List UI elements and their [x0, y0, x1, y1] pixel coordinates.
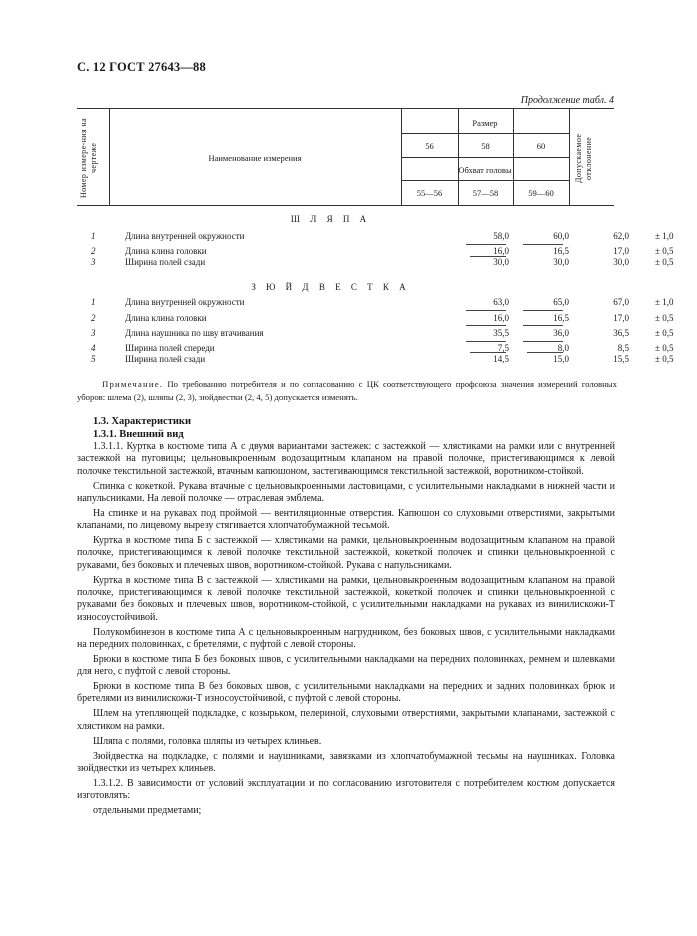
- size-60: 60: [536, 141, 546, 151]
- section-heading-appearance: 1.3.1. Внешний вид: [93, 429, 184, 440]
- section-title-hat: Ш Л Я П А: [290, 214, 371, 224]
- page-header: С. 12 ГОСТ 27643—88: [77, 60, 206, 74]
- paragraph: Зюйдвестка на подкладке, с полями и наушниками, завязками из хлопчатобумажной тесьмы на наушниках. Головка зюйдвестки из четырех клиньев.: [77, 750, 615, 774]
- table-row: 4 Ширина полей спереди 7,5 8,0 8,5 ± 0,5: [91, 343, 674, 353]
- table-row: 1 Длина внутренней окружности 58,0 60,0 62,0 ± 1,0: [91, 231, 674, 241]
- paragraph: Брюки в костюме типа В без боковых швов, с усилительными накладками на передних и задних половинках брюк и бретелями из винилискожи-Т износоустойчивой, с пуфтой с левой стороны.: [77, 681, 615, 705]
- paragraph: Спинка с кокеткой. Рукава втачные с цельновыкроенными ластовицами, с усилительными накладками в нижней части и напульсниками. На левой полочке — отраслевая эмблема.: [77, 480, 615, 504]
- table-row: 3 Ширина полей сзади 30,0 30,0 30,0 ± 0,5: [91, 257, 674, 267]
- table-row: 1 Длина внутренней окружности 63,0 65,0 67,0 ± 1,0: [91, 297, 674, 307]
- body-text: [77, 441, 615, 820]
- note-lead: Примечание.: [102, 379, 164, 389]
- girth-57-58: 57—58: [472, 188, 499, 198]
- head-girth-header: Обхват головы: [458, 165, 512, 175]
- table-continuation-label: Продолжение табл. 4: [520, 95, 614, 106]
- size-56: 56: [425, 141, 434, 151]
- table-row: 2 Длина клина головки 16,0 16,5 17,0 ± 0,5: [91, 313, 674, 323]
- paragraph: На спинке и на рукавах под проймой — вентиляционные отверстия. Капюшон со слуховыми отверстиями, закрытыми клапанами, по лицевому вырезу стягивается хлопчатобумажной тесьмой.: [77, 507, 615, 532]
- note-body: По требованию потребителя и по согласованию с ЦК соответствующего профсоюза значения измерений головных уборов: шлема (2), шляпы (2, 3), зюйдвестки (2, 4, 5) допускается изменять.: [77, 379, 617, 402]
- girth-59-60: 59—60: [528, 188, 554, 198]
- size-header: Размер: [472, 118, 498, 128]
- table-header: [77, 108, 614, 206]
- paragraph: 1.3.1.1. Куртка в костюме типа А с двумя вариантами застежек: с застежкой — хлястиками на рамки или с внутренней застежкой на пуговицы; цельновыкроенным водозащитным клапаном на правой полочке, пристегивающимся к левой полочке текстильной застежкой, втачным капюшоном, застегивающимся текстильной застежкой, воротником-стойкой.: [77, 441, 615, 477]
- size-58: 58: [481, 141, 490, 151]
- paragraph: отдельными предметами;: [93, 805, 202, 817]
- table-row: 5 Ширина полей сзади 14,5 15,0 15,5 ± 0,5: [91, 354, 674, 364]
- section-title-souwester: З Ю Й Д В Е С Т К А: [251, 282, 410, 292]
- paragraph: Шлем на утепляющей подкладке, с козырьком, пелериной, слуховыми отверстиями, закрытыми клапанами, застежкой с хлястиком на рамки.: [77, 708, 615, 732]
- paragraph: 1.3.1.2. В зависимости от условий эксплуатации и по согласованию изготовителя с потребителем костюм допускается изготовлять:: [77, 777, 615, 802]
- paragraph: Брюки в костюме типа Б без боковых швов, с усилительными накладками на передних половинках, ремнем и шлевками для него, с пуфтой с левой стороны.: [77, 653, 615, 678]
- paragraph: Куртка в костюме типа Б с застежкой — хлястиками на рамки, цельновыкроенным водозащитным клапаном на правой полочке, пристегивающимся к левой полочке текстильной застежкой, кокеткой полочек и спинки цельновыкроенной с рукавами, без боковых и плечевых швов, воротником-стойкой. Рукава с напульсниками.: [77, 535, 615, 571]
- paragraph: Полукомбинезон в костюме типа А с цельновыкроенным нагрудником, без боковых швов, с усилительными накладками на передних половинках, с бретелями, с пуфтой с левой стороны.: [77, 626, 615, 650]
- section-heading-characteristics: 1.3. Характеристики: [93, 416, 192, 427]
- table-note: [77, 378, 617, 403]
- col-tolerance-header: Допускаемое отклонение: [574, 133, 593, 183]
- paragraph: Шляпа с полями, головка шляпы из четырех клиньев.: [93, 735, 322, 747]
- col-measurement-name-header: Наименование измерения: [208, 153, 302, 163]
- col-measurement-number-header: Номер измере-ния на чертеже: [79, 117, 98, 199]
- table-row: 3 Длина наушника по шву втачивания 35,5 36,0 36,5 ± 0,5: [91, 328, 674, 338]
- table-row: 2 Длина клина головки 16,0 16,5 17,0 ± 0,5: [91, 246, 674, 256]
- paragraph: Куртка в костюме типа В с застежкой — хлястиками на рамки, цельновыкроенным водозащитным клапаном на правой полочке, пристегивающимся к левой полочке текстильной застежкой, кокеткой полочек и спинки цельновыкроенной с рукавами без боковых и плечевых швов, воротником-стойкой, с усилительными накладками на рукавах из винилискожи-Т износоустойчивой.: [77, 574, 615, 623]
- girth-55-56: 55—56: [416, 188, 443, 198]
